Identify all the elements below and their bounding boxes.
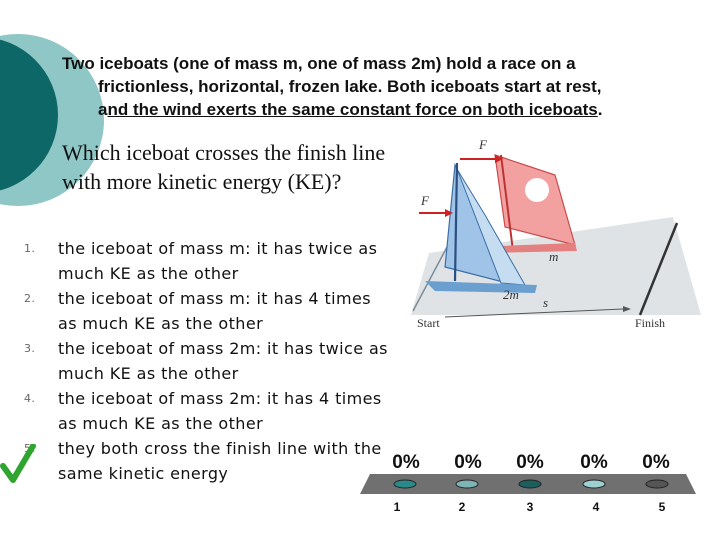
displacement-label: s (543, 295, 549, 310)
answer-option-4[interactable] (24, 386, 394, 436)
result-dot-4 (583, 480, 605, 488)
answer-number: 2. (24, 292, 36, 305)
iceboat-figure (405, 135, 705, 335)
answer-option-5[interactable] (24, 436, 394, 486)
correct-checkmark-icon (0, 444, 36, 484)
answer-text: they both cross the finish line with the same kinetic energy (58, 439, 382, 483)
result-dot-2 (456, 480, 478, 488)
answer-text: the iceboat of mass 2m: it has 4 times as much KE as the other (58, 389, 382, 433)
answer-text: the iceboat of mass 2m: it has twice as much KE as the other (58, 339, 388, 383)
force-label-top: F (479, 137, 487, 152)
question-line-3 (62, 98, 702, 121)
mass-label-blue: 2m (503, 287, 519, 302)
result-label-1: 1 (393, 500, 401, 514)
result-percent-2: 0% (454, 452, 482, 473)
result-dot-5 (646, 480, 668, 488)
result-percent-5: 0% (642, 452, 670, 473)
question-text (62, 52, 702, 121)
answer-number: 3. (24, 342, 36, 355)
answer-option-2[interactable] (24, 286, 394, 336)
answer-option-3[interactable] (24, 336, 394, 386)
answer-text: the iceboat of mass m: it has 4 times as much KE as the other (58, 289, 371, 333)
question-line-3-start: a (98, 100, 108, 119)
results-bar (360, 474, 700, 498)
force-label-left: F (421, 193, 429, 208)
result-percent-4: 0% (580, 452, 608, 473)
question-line-3-underlined: nd the wind exerts the same constant force on both iceboats (107, 100, 598, 119)
mass-label-red: m (549, 249, 559, 264)
result-label-5: 5 (658, 500, 666, 514)
result-label-4: 4 (592, 500, 600, 514)
result-dot-3 (519, 480, 541, 488)
red-iceboat-emblem (525, 178, 549, 202)
answer-number: 4. (24, 392, 36, 405)
start-label: Start (417, 316, 440, 330)
result-label-2: 2 (458, 500, 466, 514)
question-line-1: Two iceboats (one of mass m, one of mass 2m) hold a race on a (62, 54, 576, 73)
finish-label: Finish (635, 316, 666, 330)
answer-number: 1. (24, 242, 36, 255)
prompt-text: Which iceboat crosses the finish line with more kinetic energy (KE)? (62, 140, 386, 194)
result-percent-1: 0% (392, 452, 420, 473)
result-label-3: 3 (526, 500, 534, 514)
answer-text: the iceboat of mass m: it has twice as much KE as the other (58, 239, 378, 283)
question-line-3-end: . (597, 100, 603, 119)
question-line-2: frictionless, horizontal, frozen lake. Both iceboats start at rest, (98, 77, 602, 96)
result-percent-3: 0% (516, 452, 544, 473)
answer-number: 5. (24, 442, 36, 455)
answer-list (24, 236, 394, 486)
result-dot-1 (394, 480, 416, 488)
answer-option-1[interactable] (24, 236, 394, 286)
